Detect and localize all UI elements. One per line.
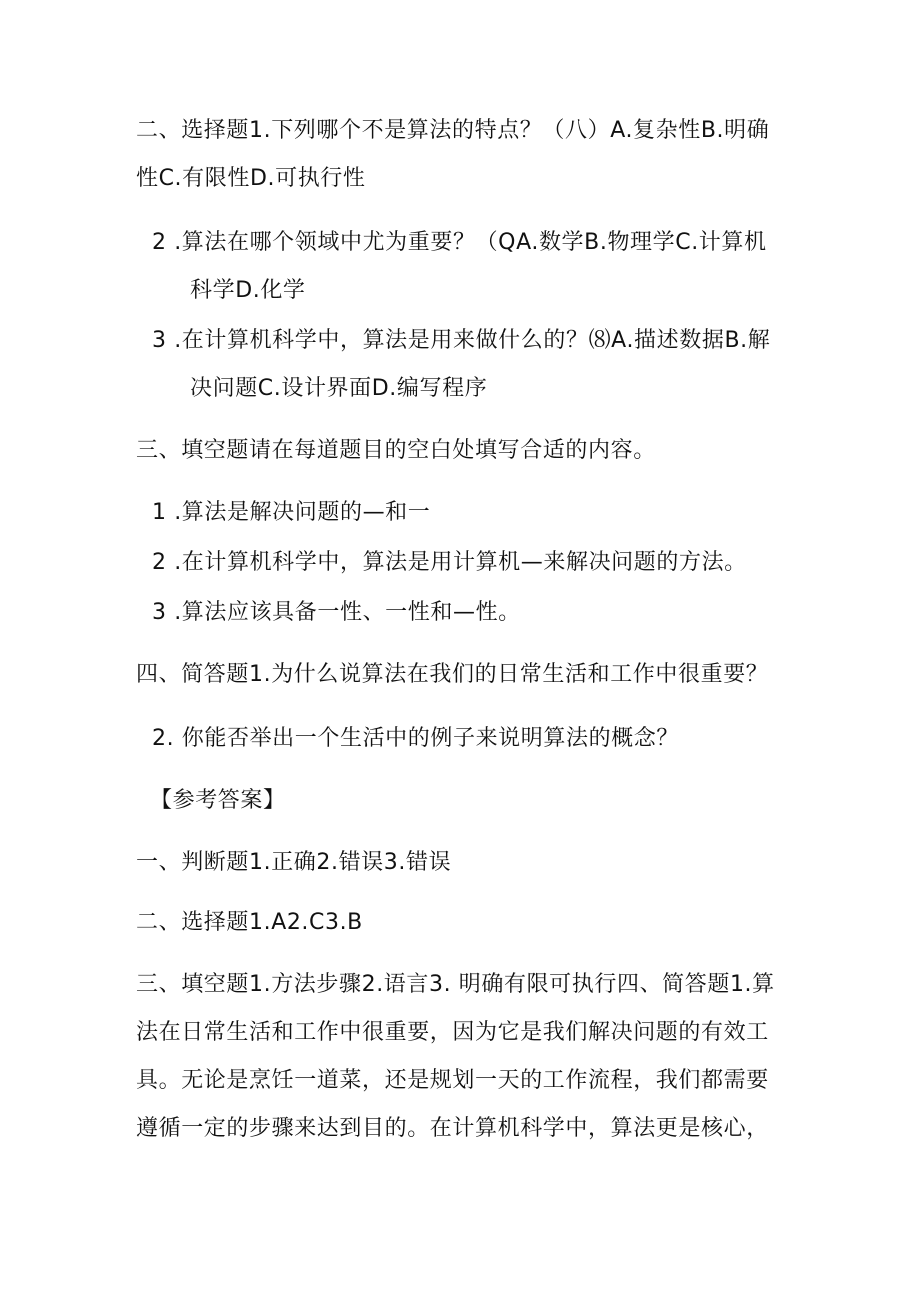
answers-heading: 【参考答案】 xyxy=(150,788,286,813)
choice-q3-line1: 3 .在计算机科学中，算法是用来做什么的？⑻A.描述数据B.解 xyxy=(152,328,771,353)
section-fill-heading: 三、填空题请在每道题目的空白处填写合适的内容。 xyxy=(136,438,656,463)
answers-fill-and-short-line1: 三、填空题1.方法步骤2.语言3. 明确有限可执行四、简答题1.算 xyxy=(136,972,775,997)
answers-short-line3: 具。无论是烹饪一道菜，还是规划一天的工作流程，我们都需要 xyxy=(136,1068,769,1093)
answers-choice: 二、选择题1.A2.C3.B xyxy=(136,910,363,935)
answers-short-line2: 法在日常生活和工作中很重要，因为它是我们解决问题的有效工 xyxy=(136,1020,769,1045)
section-short-answer-q1: 四、简答题1.为什么说算法在我们的日常生活和工作中很重要？ xyxy=(136,662,769,687)
section-choice-q1-line1: 二、选择题1.下列哪个不是算法的特点？（八）A.复杂性B.明确 xyxy=(136,118,770,143)
choice-q3-line2: 决问题C.设计界面D.编写程序 xyxy=(190,376,488,401)
short-answer-q2: 2. 你能否举出一个生活中的例子来说明算法的概念？ xyxy=(152,726,679,751)
answers-judgement: 一、判断题1.正确2.错误3.错误 xyxy=(136,850,452,875)
choice-q2-line1: 2 .算法在哪个领域中尤为重要？（QA.数学B.物理学C.计算机 xyxy=(152,230,767,255)
answers-short-line4: 遵循一定的步骤来达到目的。在计算机科学中，算法更是核心， xyxy=(136,1116,769,1141)
choice-q2-line2: 科学D.化学 xyxy=(190,278,306,303)
fill-q3: 3 .算法应该具备一性、一性和—性。 xyxy=(152,600,521,625)
section-choice-q1-line2: 性C.有限性D.可执行性 xyxy=(136,166,366,191)
fill-q2: 2 .在计算机科学中，算法是用计算机—来解决问题的方法。 xyxy=(152,550,747,575)
fill-q1: 1 .算法是解决问题的—和一 xyxy=(152,500,431,525)
